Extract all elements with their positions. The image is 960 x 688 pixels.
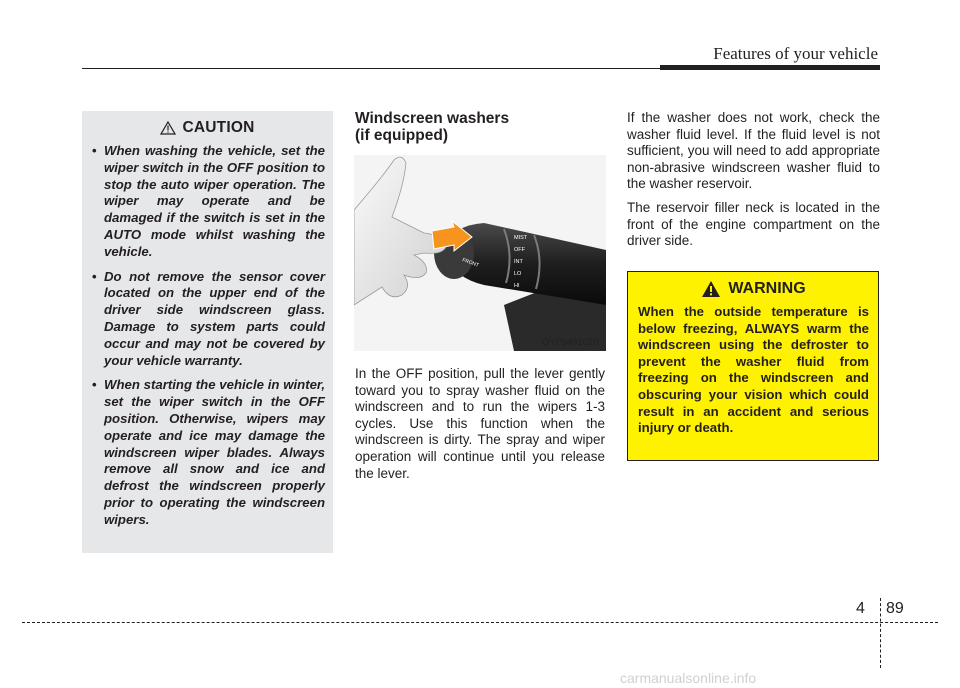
hand-pulling-lever-illustration bbox=[354, 155, 606, 351]
warning-header bbox=[638, 280, 869, 298]
right-column-text bbox=[627, 110, 880, 257]
reservoir-location-paragraph: The reservoir filler neck is located in the front of the engine compartment on the driver side. bbox=[627, 199, 880, 249]
lever-label-off: OFF bbox=[514, 247, 525, 253]
caution-header bbox=[90, 119, 325, 137]
page-number: 89 bbox=[886, 600, 904, 617]
lever-label-int: INT bbox=[514, 259, 523, 265]
lever-label-lo: LO bbox=[514, 271, 522, 277]
section-heading bbox=[355, 110, 607, 144]
caution-item: • Do not remove the sensor cover located on the upper end of the driver side windscreen glass. Damage to system parts could occur and may not be covered by your vehicle warranty. bbox=[90, 269, 325, 370]
caution-title: CAUTION bbox=[182, 119, 255, 136]
warning-text: When the outside temperature is below freezing, ALWAYS warm the windscreen using the defroster to prevent the washer fluid from freezing on the windscreen and obscuring your vision which could result in an accident and serious injury or death. bbox=[638, 304, 869, 436]
wiper-lever-photo bbox=[354, 155, 606, 351]
chapter-number: 4 bbox=[856, 600, 865, 617]
section-body-text: In the OFF position, pull the lever gently toward you to spray washer fluid on the windscreen and to run the wipers 1-3 cycles. Use this function when the windscreen is dirty. The spray and wiper operation will continue until you release the lever. bbox=[355, 366, 605, 481]
washer-check-paragraph: If the washer does not work, check the washer fluid level. If the fluid level is not sufficient, you will need to add appropriate non-abrasive windscreen washer fluid to the washer reservoir. bbox=[627, 110, 880, 192]
caution-list bbox=[90, 143, 325, 529]
warning-title: WARNING bbox=[728, 280, 806, 297]
caution-item: • When washing the vehicle, set the wiper switch in the OFF position to stop the auto wiper operation. The wiper may operate and be damaged if the switch is set in the AUTO mode whilst washing the vehicle. bbox=[90, 143, 325, 261]
warning-triangle-icon bbox=[701, 280, 721, 298]
lever-label-mist: MIST bbox=[514, 235, 528, 241]
caution-item: • When starting the vehicle in winter, set the wiper switch in the OFF position. Otherwise, wipers may operate and ice may damage the windscreen wiper blades. Always remove all snow and ice and defrost the windscreen properly prior to operating the windscreen wipers. bbox=[90, 377, 325, 528]
header-rule-accent bbox=[660, 65, 880, 70]
footer-rule bbox=[22, 622, 938, 623]
watermark: carmanualsonline.info bbox=[620, 670, 757, 686]
page-header-title: Features of your vehicle bbox=[713, 44, 878, 63]
caution-box bbox=[82, 111, 333, 553]
caution-triangle-icon bbox=[160, 121, 176, 135]
section-heading-line1: Windscreen washers bbox=[355, 110, 510, 127]
image-code: OYF049101R bbox=[541, 337, 600, 348]
lever-label-hi: HI bbox=[514, 283, 520, 289]
section-heading-line2: (if equipped) bbox=[355, 127, 448, 144]
warning-box bbox=[627, 271, 879, 461]
footer-divider bbox=[880, 598, 881, 668]
lever-label-front: FRONT bbox=[461, 257, 480, 269]
